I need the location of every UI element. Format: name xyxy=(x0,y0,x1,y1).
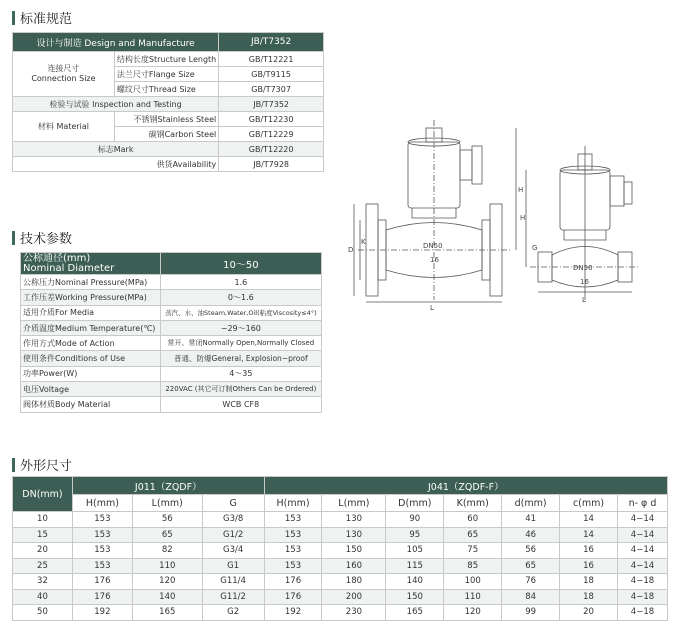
table-cell: 56 xyxy=(502,543,560,559)
table-cell: G3/8 xyxy=(202,512,264,528)
standards-header-label: 设计与制造 Design and Manufacture xyxy=(13,33,219,52)
voltage-value: 220VAC (其它可订制Others Can be Ordered) xyxy=(160,382,321,397)
dn-cell: 10 xyxy=(13,512,73,528)
table-cell: 82 xyxy=(132,543,202,559)
table-cell: 130 xyxy=(322,527,386,543)
connection-size-en: Connection Size xyxy=(31,74,96,83)
table-cell: 200 xyxy=(322,589,386,605)
table-cell: 150 xyxy=(386,589,444,605)
section-title-text: 标准规范 xyxy=(20,12,73,27)
table-cell: 4−14 xyxy=(617,527,667,543)
connection-size-cn: 连接尺寸 xyxy=(47,64,80,73)
availability-value: JB/T7928 xyxy=(219,157,324,172)
table-cell: 100 xyxy=(444,574,502,590)
dn-cell: 20 xyxy=(13,543,73,559)
standards-table xyxy=(12,32,324,172)
table-cell: 230 xyxy=(322,605,386,621)
table-cell: G11/4 xyxy=(202,574,264,590)
table-cell: 176 xyxy=(72,574,132,590)
threaded-l-label: L xyxy=(582,296,586,304)
structure-length-value: GB/T12221 xyxy=(219,52,324,67)
table-cell: 4−18 xyxy=(617,589,667,605)
dimensions-table xyxy=(12,476,668,621)
table-cell: 153 xyxy=(72,512,132,528)
table-cell: 153 xyxy=(264,527,322,543)
table-cell: 110 xyxy=(444,589,502,605)
col-header: c(mm) xyxy=(560,495,618,512)
table-cell: 115 xyxy=(386,558,444,574)
media-label: 适用介质For Media xyxy=(21,305,161,320)
table-cell: 4−14 xyxy=(617,543,667,559)
nominal-diameter-value: 10～50 xyxy=(160,253,321,275)
table-row xyxy=(13,589,668,605)
voltage-label: 电压Voltage xyxy=(21,382,161,397)
table-cell: 160 xyxy=(322,558,386,574)
table-cell: 110 xyxy=(132,558,202,574)
flanged-h-label: H xyxy=(518,186,524,194)
table-cell: G1/2 xyxy=(202,527,264,543)
table-cell: 4−18 xyxy=(617,605,667,621)
nominal-diameter-cn: 公称通径(mm) xyxy=(23,252,91,264)
j011-header: J011（ZQDF） xyxy=(72,477,264,495)
dn-cell: 50 xyxy=(13,605,73,621)
body-material-label: 阀体材质Body Material xyxy=(21,397,161,412)
dimensions-body xyxy=(13,512,668,621)
flanged-l-label: L xyxy=(430,304,434,312)
table-cell: 176 xyxy=(264,589,322,605)
medium-temperature-label: 介质温度Medium Temperature(℃) xyxy=(21,320,161,335)
table-cell: 99 xyxy=(502,605,560,621)
body-material-value: WCB CF8 xyxy=(160,397,321,412)
dn-header: DN(mm) xyxy=(13,477,73,512)
inspection-value: JB/T7352 xyxy=(219,97,324,112)
threaded-g-label: G xyxy=(532,244,538,252)
thread-size-value: GB/T7307 xyxy=(219,82,324,97)
connection-size-cell xyxy=(13,52,115,97)
material-label: 材料 Material xyxy=(13,112,115,142)
table-cell: 105 xyxy=(386,543,444,559)
carbon-steel-value: GB/T12229 xyxy=(219,127,324,142)
dn-cell: 32 xyxy=(13,574,73,590)
conditions-of-use-value: 普通、防爆General, Explosion−proof xyxy=(160,351,321,366)
section-title-text: 技术参数 xyxy=(20,232,73,247)
table-cell: 90 xyxy=(386,512,444,528)
table-cell: G2 xyxy=(202,605,264,621)
table-row xyxy=(13,558,668,574)
table-cell: 153 xyxy=(72,543,132,559)
mark-label: 标志Mark xyxy=(13,142,219,157)
table-row xyxy=(13,527,668,543)
col-header: L(mm) xyxy=(132,495,202,512)
col-header: K(mm) xyxy=(444,495,502,512)
flange-size-value: GB/T9115 xyxy=(219,67,324,82)
table-cell: 192 xyxy=(72,605,132,621)
col-header: d(mm) xyxy=(502,495,560,512)
table-cell: 14 xyxy=(560,527,618,543)
table-cell: 14 xyxy=(560,512,618,528)
table-cell: G3/4 xyxy=(202,543,264,559)
table-cell: 153 xyxy=(72,527,132,543)
table-cell: 18 xyxy=(560,589,618,605)
mode-of-action-value: 常开、常闭Normally Open,Normally Closed xyxy=(160,336,321,351)
col-header: H(mm) xyxy=(264,495,322,512)
col-header: L(mm) xyxy=(322,495,386,512)
availability-label: 供货Availability xyxy=(13,157,219,172)
nominal-diameter-label xyxy=(21,253,161,275)
table-cell: 130 xyxy=(322,512,386,528)
nominal-pressure-value: 1.6 xyxy=(160,275,321,290)
flanged-pn-label: 16 xyxy=(430,256,439,264)
section-title-tech xyxy=(12,228,72,247)
table-cell: 20 xyxy=(560,605,618,621)
table-cell: 76 xyxy=(502,574,560,590)
table-cell: 84 xyxy=(502,589,560,605)
nominal-pressure-label: 公称压力Nominal Pressure(MPa) xyxy=(21,275,161,290)
table-cell: 65 xyxy=(502,558,560,574)
dn-cell: 15 xyxy=(13,527,73,543)
table-cell: 120 xyxy=(444,605,502,621)
working-pressure-value: 0～1.6 xyxy=(160,290,321,305)
table-cell: 95 xyxy=(386,527,444,543)
table-row xyxy=(13,543,668,559)
table-cell: 85 xyxy=(444,558,502,574)
nominal-diameter-en: Nominal Diameter xyxy=(23,262,115,274)
table-cell: 56 xyxy=(132,512,202,528)
media-value: 蒸汽、水、油Steam,Water,Oil(粘度Viscosity≤4°) xyxy=(160,305,321,320)
table-cell: 140 xyxy=(132,589,202,605)
table-cell: 41 xyxy=(502,512,560,528)
col-header: D(mm) xyxy=(386,495,444,512)
section-title-standards xyxy=(12,8,72,27)
section-title-text: 外形尺寸 xyxy=(20,459,73,474)
section-title-dims xyxy=(12,455,72,474)
table-cell: 176 xyxy=(72,589,132,605)
standards-header-value: JB/T7352 xyxy=(219,33,324,52)
mark-value: GB/T12220 xyxy=(219,142,324,157)
table-row xyxy=(13,574,668,590)
conditions-of-use-label: 使用条件Conditions of Use xyxy=(21,351,161,366)
dn-cell: 40 xyxy=(13,589,73,605)
section-bar xyxy=(12,231,15,245)
table-cell: 4−14 xyxy=(617,558,667,574)
working-pressure-label: 工作压差Working Pressure(MPa) xyxy=(21,290,161,305)
flanged-d-label: D xyxy=(348,246,354,254)
tech-table xyxy=(20,252,322,413)
col-header: n- φ d xyxy=(617,495,667,512)
thread-size-label: 螺纹尺寸Thread Size xyxy=(114,82,218,97)
stainless-steel-value: GB/T12230 xyxy=(219,112,324,127)
section-bar xyxy=(12,11,15,25)
dn-cell: 25 xyxy=(13,558,73,574)
table-row xyxy=(13,512,668,528)
power-label: 功率Power(W) xyxy=(21,366,161,381)
table-cell: 153 xyxy=(72,558,132,574)
table-cell: 165 xyxy=(132,605,202,621)
table-cell: 65 xyxy=(444,527,502,543)
valve-drawing xyxy=(340,120,665,320)
stainless-steel-label: 不锈钢Stainless Steel xyxy=(114,112,218,127)
table-cell: 153 xyxy=(264,512,322,528)
table-cell: 16 xyxy=(560,558,618,574)
table-cell: 4−18 xyxy=(617,574,667,590)
section-bar xyxy=(12,458,15,472)
table-cell: 153 xyxy=(264,543,322,559)
table-cell: 4−14 xyxy=(617,512,667,528)
table-cell: 18 xyxy=(560,574,618,590)
power-value: 4～35 xyxy=(160,366,321,381)
carbon-steel-label: 碳钢Carbon Steel xyxy=(114,127,218,142)
table-cell: 65 xyxy=(132,527,202,543)
table-cell: 60 xyxy=(444,512,502,528)
table-cell: G1 xyxy=(202,558,264,574)
table-cell: 140 xyxy=(386,574,444,590)
col-header: G xyxy=(202,495,264,512)
table-row xyxy=(13,605,668,621)
structure-length-label: 结构长度Structure Length xyxy=(114,52,218,67)
table-cell: 120 xyxy=(132,574,202,590)
table-cell: 46 xyxy=(502,527,560,543)
flange-size-label: 法兰尺寸Flange Size xyxy=(114,67,218,82)
table-cell: G11/2 xyxy=(202,589,264,605)
table-cell: 150 xyxy=(322,543,386,559)
table-cell: 180 xyxy=(322,574,386,590)
col-header: H(mm) xyxy=(72,495,132,512)
table-cell: 176 xyxy=(264,574,322,590)
inspection-label: 检验与试验 Inspection and Testing xyxy=(13,97,219,112)
medium-temperature-value: −29～160 xyxy=(160,320,321,335)
threaded-h-label: H xyxy=(520,214,526,222)
threaded-pn-label: 16 xyxy=(580,278,589,286)
j041-header: J041（ZQDF-F） xyxy=(264,477,667,495)
table-cell: 165 xyxy=(386,605,444,621)
table-cell: 153 xyxy=(264,558,322,574)
flanged-k-label: K xyxy=(361,238,366,246)
table-cell: 75 xyxy=(444,543,502,559)
flanged-dn-label: DN50 xyxy=(423,242,443,250)
table-cell: 16 xyxy=(560,543,618,559)
threaded-dn-label: DN50 xyxy=(573,264,593,272)
mode-of-action-label: 作用方式Mode of Action xyxy=(21,336,161,351)
table-cell: 192 xyxy=(264,605,322,621)
